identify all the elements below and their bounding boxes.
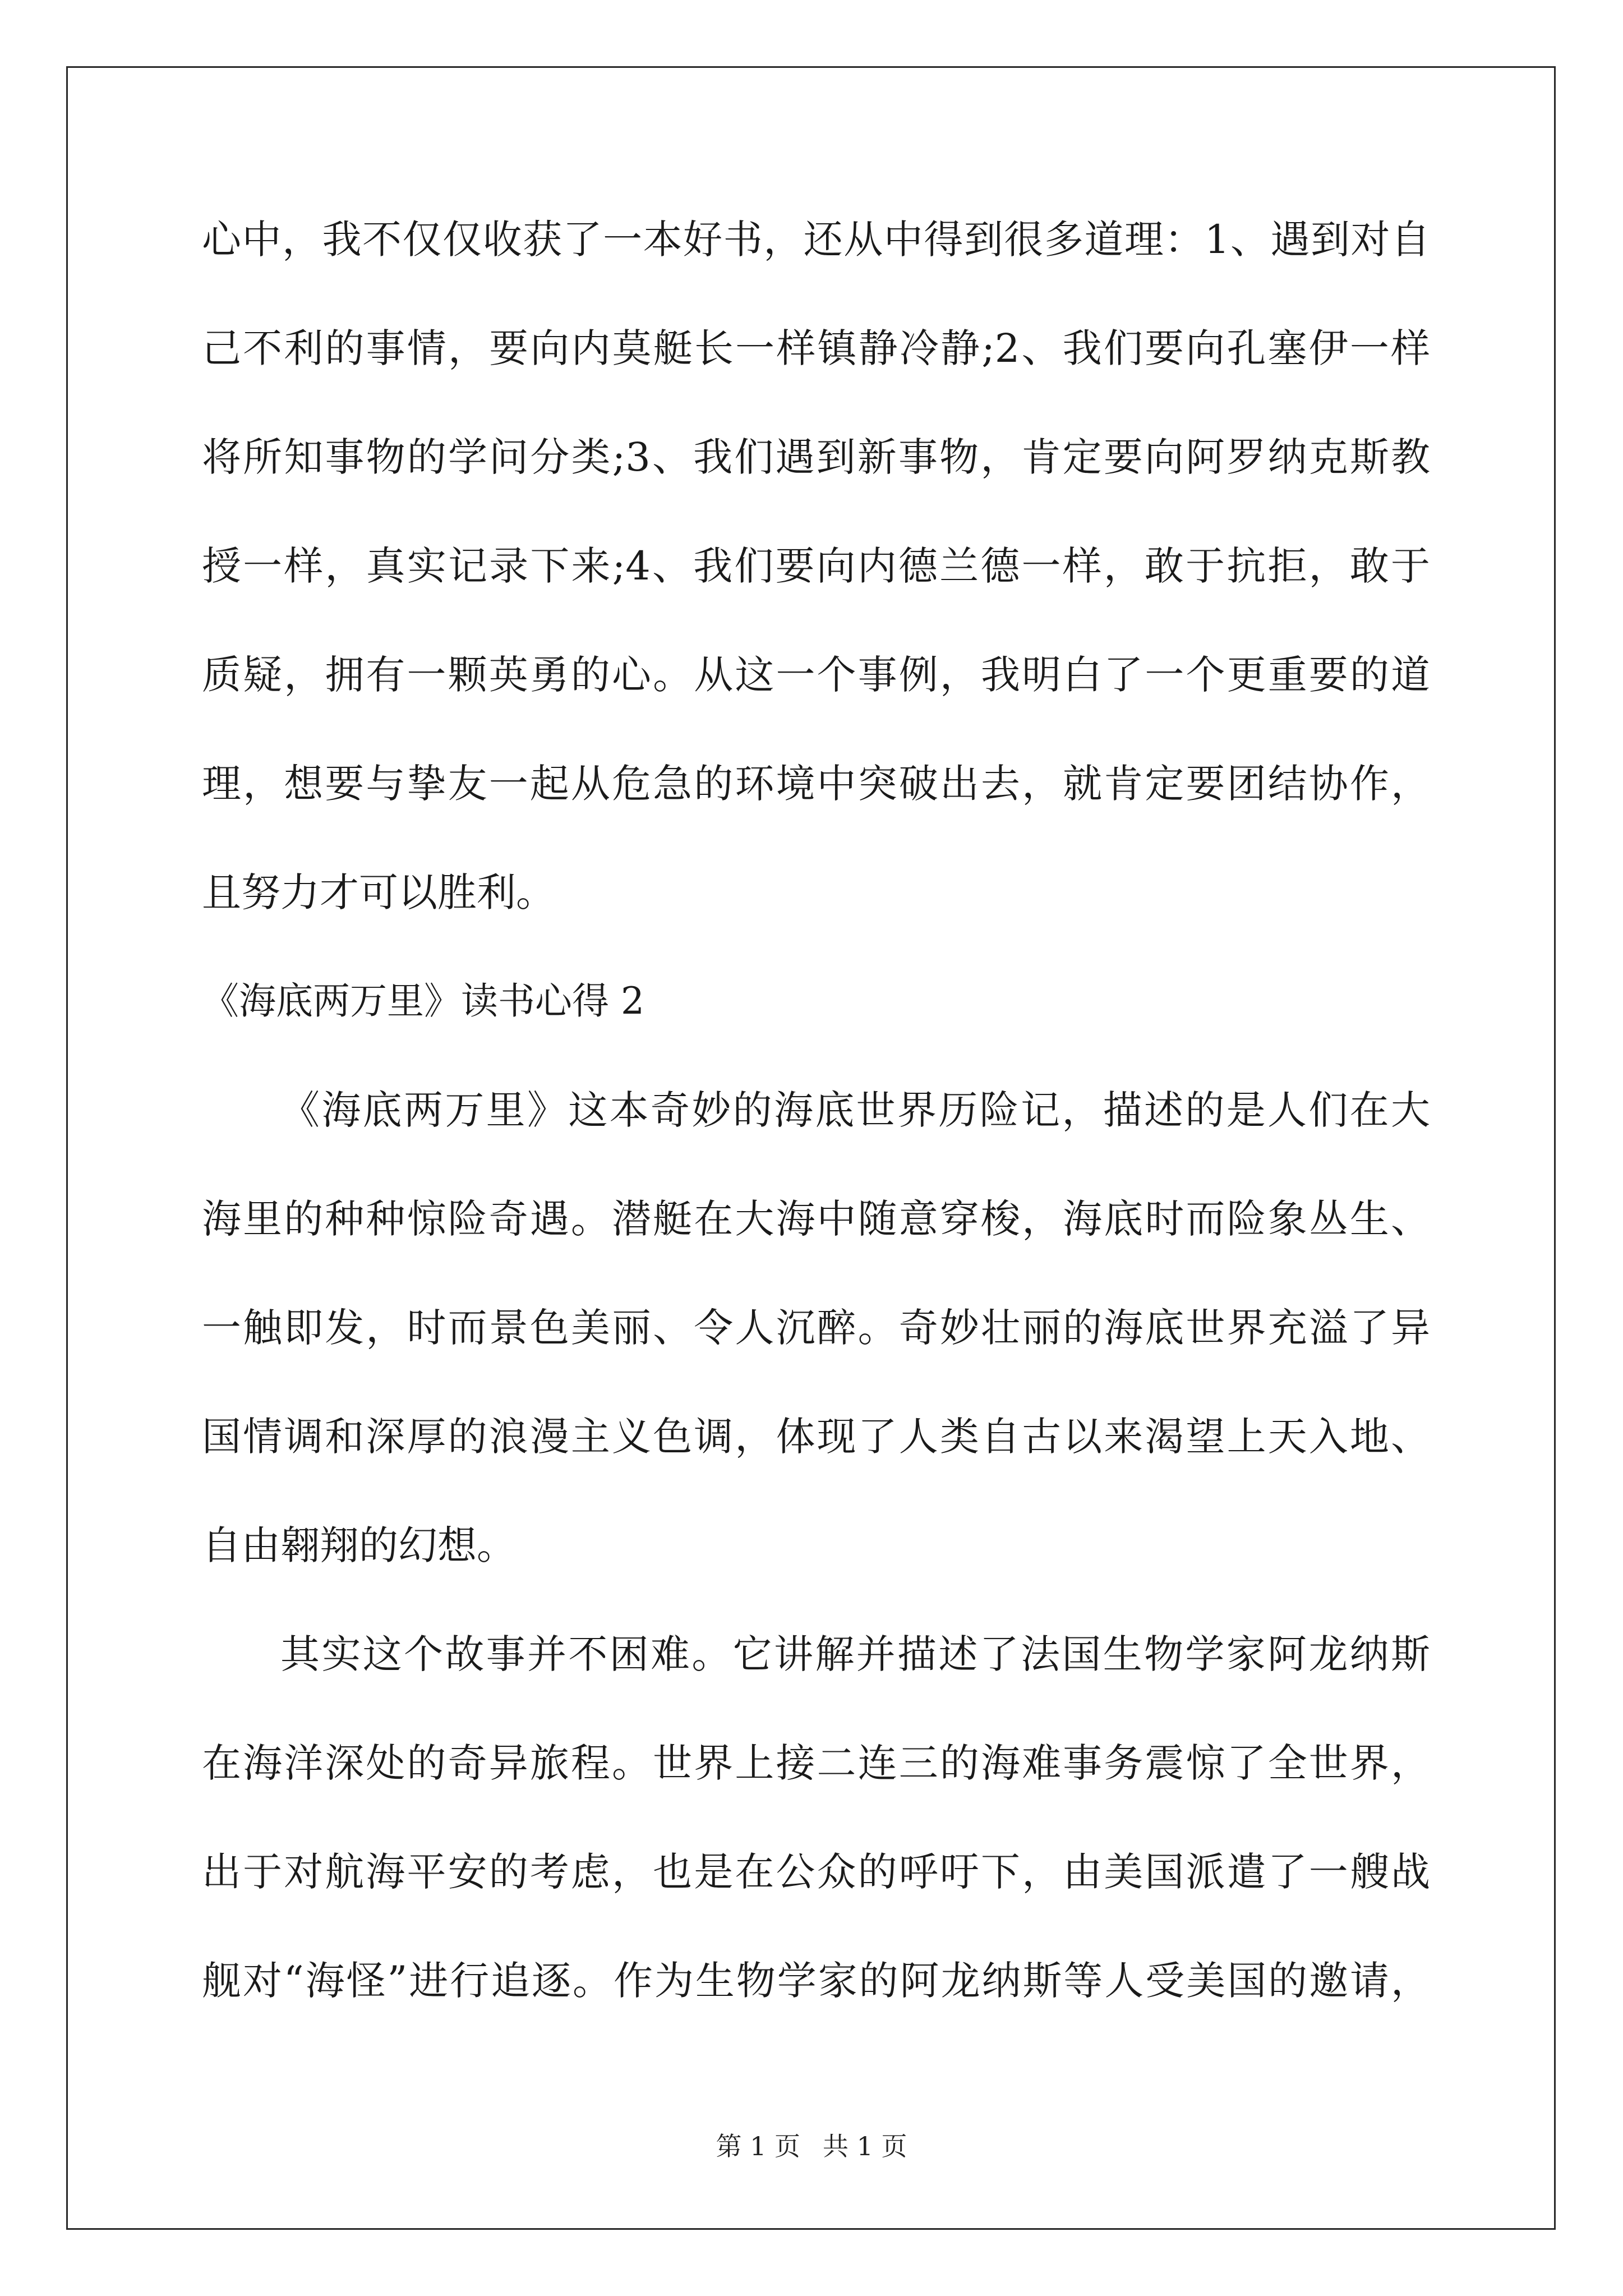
text-line: 理，想要与挚友一起从危急的环境中突破出去，就肯定要团结协作，: [202, 761, 1430, 807]
text-line: 自由翱翔的幻想。: [202, 1522, 516, 1568]
text-line: 舰对“海怪”进行追逐。作为生物学家的阿龙纳斯等人受美国的邀请，: [202, 1958, 1430, 2004]
section-heading: 《海底两万里》读书心得 2: [202, 979, 644, 1023]
text-line: 己不利的事情，要向内莫艇长一样镇静冷静;2、我们要向孔塞伊一样: [202, 325, 1430, 371]
text-line: 《海底两万里》这本奇妙的海底世界历险记，描述的是人们在大: [280, 1087, 1430, 1133]
document-body: [202, 185, 1430, 2035]
text-line: 授一样，真实记录下来;4、我们要向内德兰德一样，敢于抗拒，敢于: [202, 543, 1430, 589]
text-line: 在海洋深处的奇异旅程。世界上接二连三的海难事务震惊了全世界，: [202, 1740, 1430, 1786]
text-line: 一触即发，时而景色美丽、令人沉醉。奇妙壮丽的海底世界充溢了异: [202, 1305, 1430, 1351]
page-number: 第 1 页: [716, 2131, 800, 2161]
text-line: 心中，我不仅仅收获了一本好书，还从中得到很多道理：1、遇到对自: [202, 217, 1430, 263]
page-total: 共 1 页: [823, 2131, 907, 2161]
text-line: 海里的种种惊险奇遇。潜艇在大海中随意穿梭，海底时而险象丛生、: [202, 1196, 1430, 1242]
text-line: 质疑，拥有一颗英勇的心。从这一个事例，我明白了一个更重要的道: [202, 652, 1430, 698]
text-line: 其实这个故事并不困难。它讲解并描述了法国生物学家阿龙纳斯: [280, 1631, 1430, 1677]
text-line: 将所知事物的学问分类;3、我们遇到新事物，肯定要向阿罗纳克斯教: [202, 434, 1430, 480]
text-line: 出于对航海平安的考虑，也是在公众的呼吁下，由美国派遣了一艘战: [202, 1849, 1430, 1895]
text-line: 国情调和深厚的浪漫主义色调，体现了人类自古以来渴望上天入地、: [202, 1414, 1430, 1460]
page-footer: [0, 2126, 1623, 2163]
text-line: 且努力才可以胜利。: [202, 869, 555, 915]
